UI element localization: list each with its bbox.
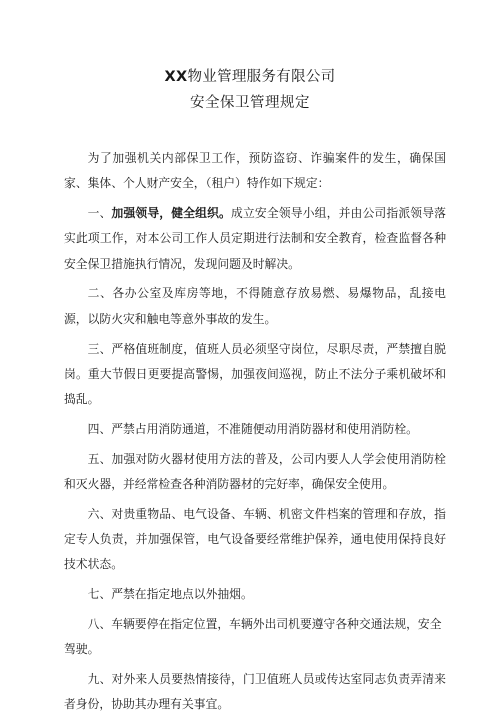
rule-item-5 <box>64 447 446 498</box>
rule-item-6 <box>64 502 446 578</box>
rule-text: 加强对防火器材使用方法的普及，公司内要人人学会使用消防栓和灭火器，并经常检查各种消防器材的完好率，确保安全使用。 <box>64 451 446 492</box>
intro-paragraph: 为了加强机关内部保卫工作，预防盗窃、诈骗案件的发生，确保国家、集体、个人财产安全，（租户）特作如下规定： <box>64 151 446 191</box>
rule-number: 七、 <box>87 587 112 602</box>
rule-text: 严禁在指定地点以外抽烟。 <box>111 587 253 602</box>
rule-number: 二、 <box>87 286 113 301</box>
rule-item-1 <box>64 201 446 277</box>
rule-text: 严格值班制度，值班人员必须坚守岗位，尽职尽责，严禁擅自脱岗。重大节假日更要提高警惕，加强夜间巡视，防止不法分子乘机破坏和捣乱。 <box>64 341 446 407</box>
rule-text-continued: 驾驶。 <box>64 642 100 657</box>
rule-item-8 <box>64 612 446 663</box>
rule-text: 对贵重物品、电气设备、车辆、机密文件档案的管理和存放，指定专人负责，并加强保管，电气设备要经常维护保养，通电使用保持良好技术状态。 <box>64 506 446 572</box>
rule-text: 成立安全领导小组，并由公司指派领导落实此项工作，对本公司工作人员定期进行法制和安全教育，检查监督各种安全保卫措施执行情况，发现问题及时解决。 <box>64 206 446 271</box>
document-title: 安全保卫管理规定 <box>190 95 310 111</box>
rule-item-3 <box>64 337 446 413</box>
rule-number: 一、 <box>87 206 112 221</box>
rule-item-4 <box>64 417 446 442</box>
company-name <box>0 67 500 87</box>
rule-text: 严禁占用消防通道，不准随便动用消防器材和使用消防栓。 <box>111 421 418 436</box>
rule-number: 九、 <box>87 672 112 687</box>
rule-text: 对外来人员要热情接待，门卫值班人员或传达室同志负责弄清来者身份，协助其办理有关事宜。 <box>64 672 446 712</box>
rule-item-9 <box>64 667 446 718</box>
rule-item-7 <box>64 582 446 607</box>
rule-item-2 <box>64 281 446 332</box>
rule-number: 三、 <box>87 341 112 356</box>
company-prefix: XX <box>164 69 188 85</box>
rule-heading: 加强领导，健全组织。 <box>111 206 232 221</box>
rule-text: 各办公室及库房等地，不得随意存放易燃、易爆物品，乱接电源，以防火灾和触电等意外事故的发生。 <box>64 286 446 326</box>
rule-number: 五、 <box>87 451 112 466</box>
rule-number: 四、 <box>87 421 112 436</box>
company-name-text: 物业管理服务有限公司 <box>187 69 336 85</box>
rule-number: 六、 <box>87 506 112 521</box>
rule-text: 车辆要停在指定位置，车辆外出司机要遵守各种交通法规，安全 <box>111 617 442 632</box>
rule-number: 八、 <box>87 617 112 632</box>
document-body <box>64 146 446 722</box>
